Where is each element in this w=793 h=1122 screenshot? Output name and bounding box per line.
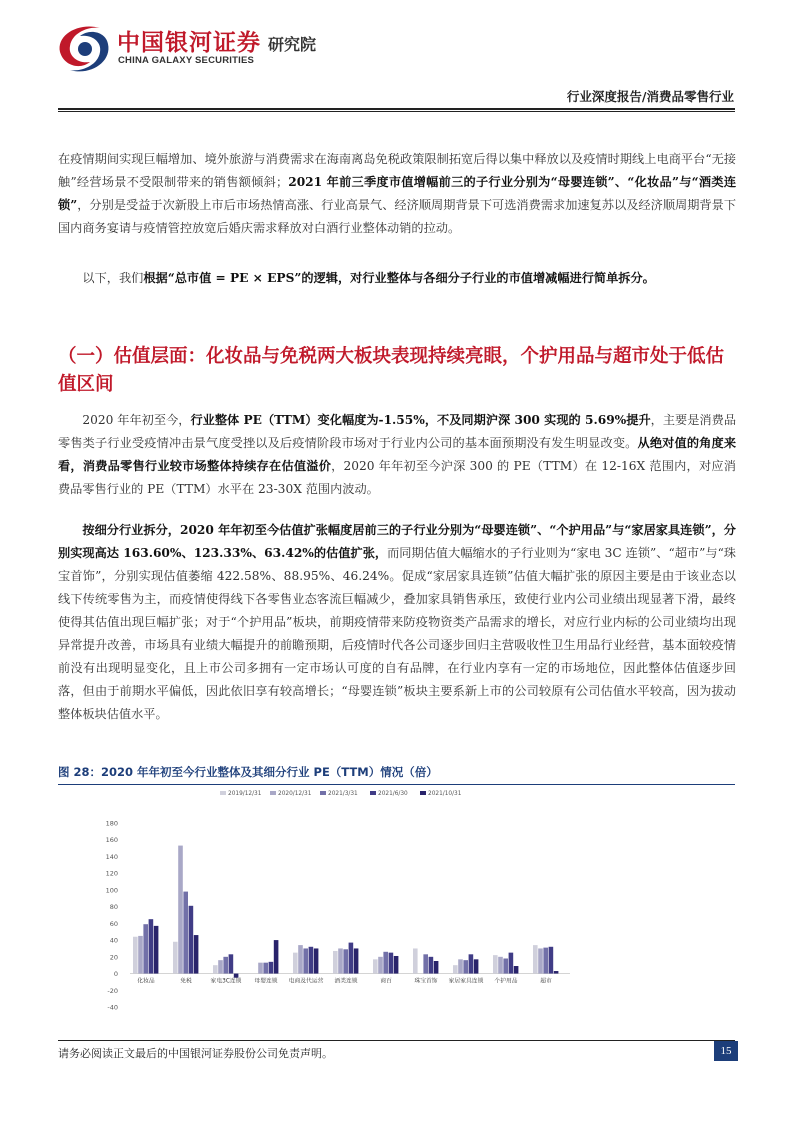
bar-3-4 <box>309 947 314 974</box>
text-run: 在疫情期间实现巨幅增加、境外旅游与消费需求在海南离岛免税政策限制拓宽后得以集中释放以及疫情时期线上电商平台“无接触”经营场景不受限制带来的销售额倾斜； <box>58 152 736 189</box>
text-run: 而同期估值大幅缩水的子行业则为“家电 3C 连锁”、“超市”与“珠宝首饰”，分别实现估值萎缩 422.58%、88.95%、46.24%。促成“家居家具连锁”估值大幅扩张的原因主要是由于该业态以线下传统零售为主，而疫情使得线下各零售业态客流巨幅减少，叠加家具销售承压，致使行业内公司业绩出现显著下滑，最终使得其估值出现巨幅扩张；对于“个护用品”板块，前期疫情带来防疫物资类产品需求的增长，对应行业内标的公司业绩均出现异常提升改善，市场具有业绩大幅提升的前瞻预期，后疫情时代各公司逐步回归主营吸收性卫生用品行业经营，基本面较疫情前没有出现明显变化，且上市公司多拥有一定市场认可度的自有品牌，在行业内享有一定的市场地位，因此整体估值逐步回落，但由于前期水平偏低，因此依旧享有较高增长；“母婴连锁”板块主要系新上市的公司较原有公司估值水平较高，因为拔动整体板块估值水平。 <box>58 546 736 721</box>
bar-1-8 <box>458 959 463 973</box>
bar-3-9 <box>509 953 514 974</box>
category-label: 免税 <box>180 978 192 985</box>
category-label: 化妆品 <box>137 978 155 985</box>
bar-0-10 <box>533 945 538 973</box>
legend-swatch <box>320 791 326 795</box>
bar-3-2 <box>229 954 234 973</box>
category-label: 电商及代运营 <box>288 978 324 985</box>
bar-2-7 <box>423 954 428 973</box>
legend-swatch <box>420 791 426 795</box>
bar-2-1 <box>183 892 188 974</box>
text-run: 行业整体 PE（TTM）变化幅度为-1.55%，不及同期沪深 300 实现的 5.69%提升 <box>190 413 651 427</box>
category-label: 家居家具连锁 <box>448 978 484 985</box>
bar-0-9 <box>493 955 498 973</box>
paragraph-2 <box>58 267 736 290</box>
category-label: 家电3C连锁 <box>210 978 242 985</box>
bar-4-7 <box>434 961 439 974</box>
bar-4-1 <box>194 935 199 973</box>
bar-1-6 <box>378 957 383 974</box>
text-run: 按细分行业拆分，2020 年年初至今估值扩张幅度居前三的子行业分别为“母婴连锁”、“个护用品”与“家居家具连锁”，分别实现高达 163.60%、123.33%、63.42%的估值扩张， <box>58 523 736 560</box>
report-type: 行业深度报告/消费品零售行业 <box>566 89 734 104</box>
figure-caption: 图 28：2020 年年初至今行业整体及其细分行业 PE（TTM）情况（倍） <box>58 765 438 779</box>
bar-0-5 <box>333 951 338 974</box>
bar-4-8 <box>474 959 479 973</box>
bar-2-10 <box>543 948 548 974</box>
bar-3-1 <box>189 906 194 974</box>
institute-label: 研究院 <box>268 35 317 54</box>
bar-1-5 <box>338 948 343 973</box>
bar-1-10 <box>538 948 543 973</box>
bar-4-2 <box>234 974 239 978</box>
text-run: ，主要是消费品零售类子行业受疫情冲击景气度受挫以及后疫情阶段市场对于行业内公司的基本面预期没有发生明显改变。 <box>58 413 737 450</box>
text-run: 2020 年年初至今， <box>82 413 191 427</box>
bar-2-8 <box>463 960 468 973</box>
bar-3-5 <box>349 943 354 974</box>
bar-3-6 <box>389 953 394 974</box>
legend-swatch <box>220 791 226 795</box>
bar-0-4 <box>293 953 298 974</box>
bar-1-0 <box>138 936 143 974</box>
brand-name: 中国银河证券 <box>117 30 261 56</box>
y-tick-label: 160 <box>105 836 118 845</box>
bar-1-9 <box>498 957 503 974</box>
bar-3-8 <box>469 954 474 973</box>
bar-3-3 <box>269 962 274 974</box>
category-label: 个护用品 <box>494 978 518 985</box>
legend-swatch <box>370 791 376 795</box>
bar-2-9 <box>503 958 508 973</box>
y-tick-label: 100 <box>105 886 118 895</box>
y-tick-label: 20 <box>109 953 118 962</box>
y-tick-label: 180 <box>105 819 118 828</box>
bar-1-2 <box>218 960 223 973</box>
legend-label: 2020/12/31 <box>278 791 312 797</box>
footer-divider <box>58 1040 735 1041</box>
bar-2-6 <box>383 952 388 974</box>
bar-2-3 <box>263 963 268 974</box>
header-divider <box>58 108 735 110</box>
bar-0-6 <box>373 959 378 973</box>
category-label: 珠宝首饰 <box>414 978 438 985</box>
text-run: 从绝对值的角度来看，消费品零售行业较市场整体持续存在估值溢价 <box>58 436 737 473</box>
y-tick-label: 60 <box>109 919 118 928</box>
y-tick-label: 0 <box>113 970 118 979</box>
bar-0-1 <box>173 942 178 974</box>
category-label: 超市 <box>540 978 552 985</box>
category-label: 商百 <box>380 978 392 985</box>
legend-swatch <box>270 791 276 795</box>
bar-2-4 <box>303 948 308 973</box>
section-title: （一）估值层面：化妆品与免税两大板块表现持续亮眼，个护用品与超市处于低估值区间 <box>58 346 725 395</box>
bar-3-7 <box>429 957 434 974</box>
y-tick-label: 80 <box>109 903 118 912</box>
chart-svg <box>90 785 690 1020</box>
bar-2-2 <box>223 957 228 974</box>
text-run: 根据“总市值 = PE × EPS”的逻辑，对行业整体与各细分子行业的市值增减幅进行简单拆分。 <box>143 271 655 285</box>
bar-0-0 <box>133 937 138 974</box>
legend-label: 2021/6/30 <box>378 791 408 797</box>
text-run: 以下，我们 <box>82 271 144 285</box>
page-number: 15 <box>714 1041 738 1061</box>
bar-2-0 <box>143 924 148 973</box>
legend-label: 2021/10/31 <box>428 791 462 797</box>
bar-4-0 <box>154 926 159 974</box>
footer-disclaimer: 请务必阅读正文最后的中国银河证券股份公司免责声明。 <box>58 1047 333 1060</box>
text-run: ，2020 年年初至今沪深 300 的 PE（TTM）在 12-16X 范围内，对应消费品零售行业的 PE（TTM）水平在 23-30X 范围内波动。 <box>58 459 736 496</box>
bar-2-5 <box>343 949 348 973</box>
bar-1-3 <box>258 963 263 974</box>
y-tick-label: 40 <box>109 936 118 945</box>
category-label: 酒类连锁 <box>334 978 358 985</box>
bar-4-9 <box>514 966 519 974</box>
y-tick-label: -20 <box>107 986 118 995</box>
bar-1-4 <box>298 945 303 973</box>
text-run: 2021 年前三季度市值增幅前三的子行业分别为“母婴连锁”、“化妆品”与“酒类连锁” <box>58 175 737 212</box>
bar-4-3 <box>274 940 279 973</box>
header-divider-thin <box>58 111 735 112</box>
paragraph-1 <box>58 148 736 240</box>
y-tick-label: -40 <box>107 1003 118 1012</box>
brand-name-english: CHINA GALAXY SECURITIES <box>118 55 255 66</box>
text-run: ，分别是受益于次新股上市后市场热情高涨、行业高景气、经济顺周期背景下可选消费需求加速复苏以及经济顺周期背景下国内商务宴请与疫情管控放宽后婚庆需求释放对白酒行业整体动销的拉动。 <box>58 198 737 235</box>
bar-0-8 <box>453 965 458 973</box>
y-tick-label: 140 <box>105 852 118 861</box>
bar-4-6 <box>394 956 399 974</box>
legend-label: 2021/3/31 <box>328 791 358 797</box>
category-label: 母婴连锁 <box>254 978 278 985</box>
bar-4-10 <box>554 971 559 974</box>
galaxy-logo-icon <box>50 20 118 78</box>
bar-0-7 <box>413 948 418 973</box>
paragraph-3 <box>58 409 736 501</box>
bar-3-10 <box>549 947 554 974</box>
legend-label: 2019/12/31 <box>228 791 262 797</box>
bar-4-5 <box>354 948 359 973</box>
paragraph-4 <box>58 519 736 726</box>
pe-bar-chart <box>90 785 690 1020</box>
bar-0-2 <box>213 965 218 973</box>
y-tick-label: 120 <box>105 869 118 878</box>
bar-3-0 <box>149 919 154 973</box>
bar-1-1 <box>178 846 183 974</box>
bar-4-4 <box>314 948 319 973</box>
